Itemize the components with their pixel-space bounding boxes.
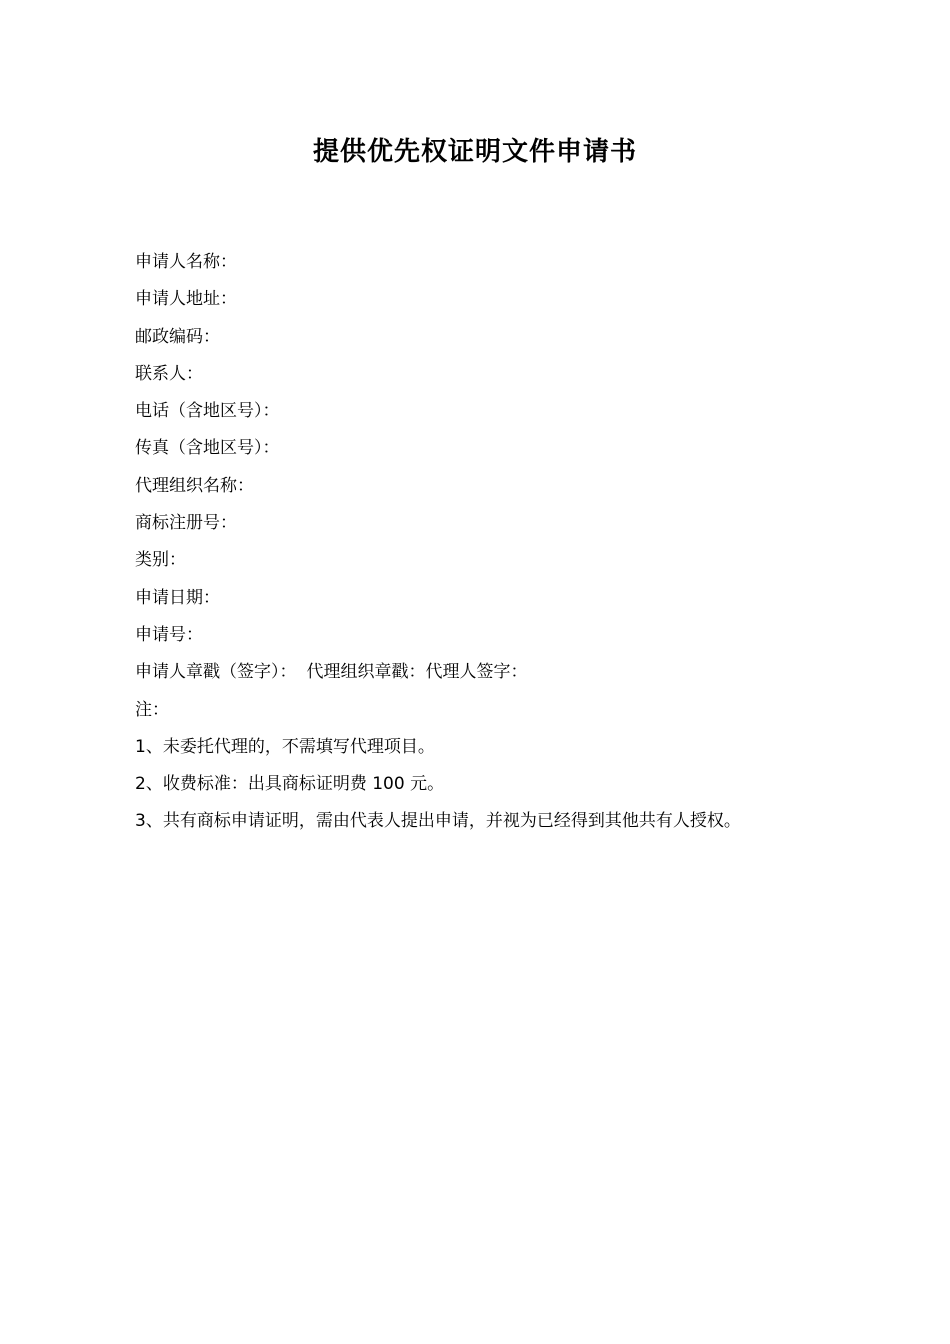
note-item-1: 1、未委托代理的，不需填写代理项目。 xyxy=(135,736,435,757)
document-title: 提供优先权证明文件申请书 xyxy=(312,137,637,167)
applicant-seal-label: 申请人章戳（签字）： xyxy=(135,662,297,683)
field-phone: 电话（含地区号）： xyxy=(135,401,280,422)
form-fields xyxy=(135,244,855,841)
field-postal-code: 邮政编码： xyxy=(135,326,220,347)
field-application-number: 申请号： xyxy=(135,624,203,645)
notes-label: 注： xyxy=(135,699,169,720)
field-application-date: 申请日期： xyxy=(135,587,220,608)
field-trademark-number: 商标注册号： xyxy=(135,513,237,534)
field-fax: 传真（含地区号）： xyxy=(135,438,280,459)
note-item-3: 3、共有商标申请证明，需由代表人提出申请，并视为已经得到其他共有人授权。 xyxy=(135,811,741,832)
field-agency-name: 代理组织名称： xyxy=(135,475,254,496)
signature-line xyxy=(135,654,855,691)
field-applicant-name: 申请人名称： xyxy=(135,252,237,272)
field-class: 类别： xyxy=(135,550,186,571)
field-contact-person: 联系人： xyxy=(135,363,203,384)
field-applicant-address: 申请人地址： xyxy=(135,289,237,310)
agent-signature-label: 代理人签字： xyxy=(425,662,528,683)
note-item-2: 2、收费标准：出具商标证明费 100 元。 xyxy=(135,774,445,795)
agency-seal-label: 代理组织章戳： xyxy=(306,662,426,683)
